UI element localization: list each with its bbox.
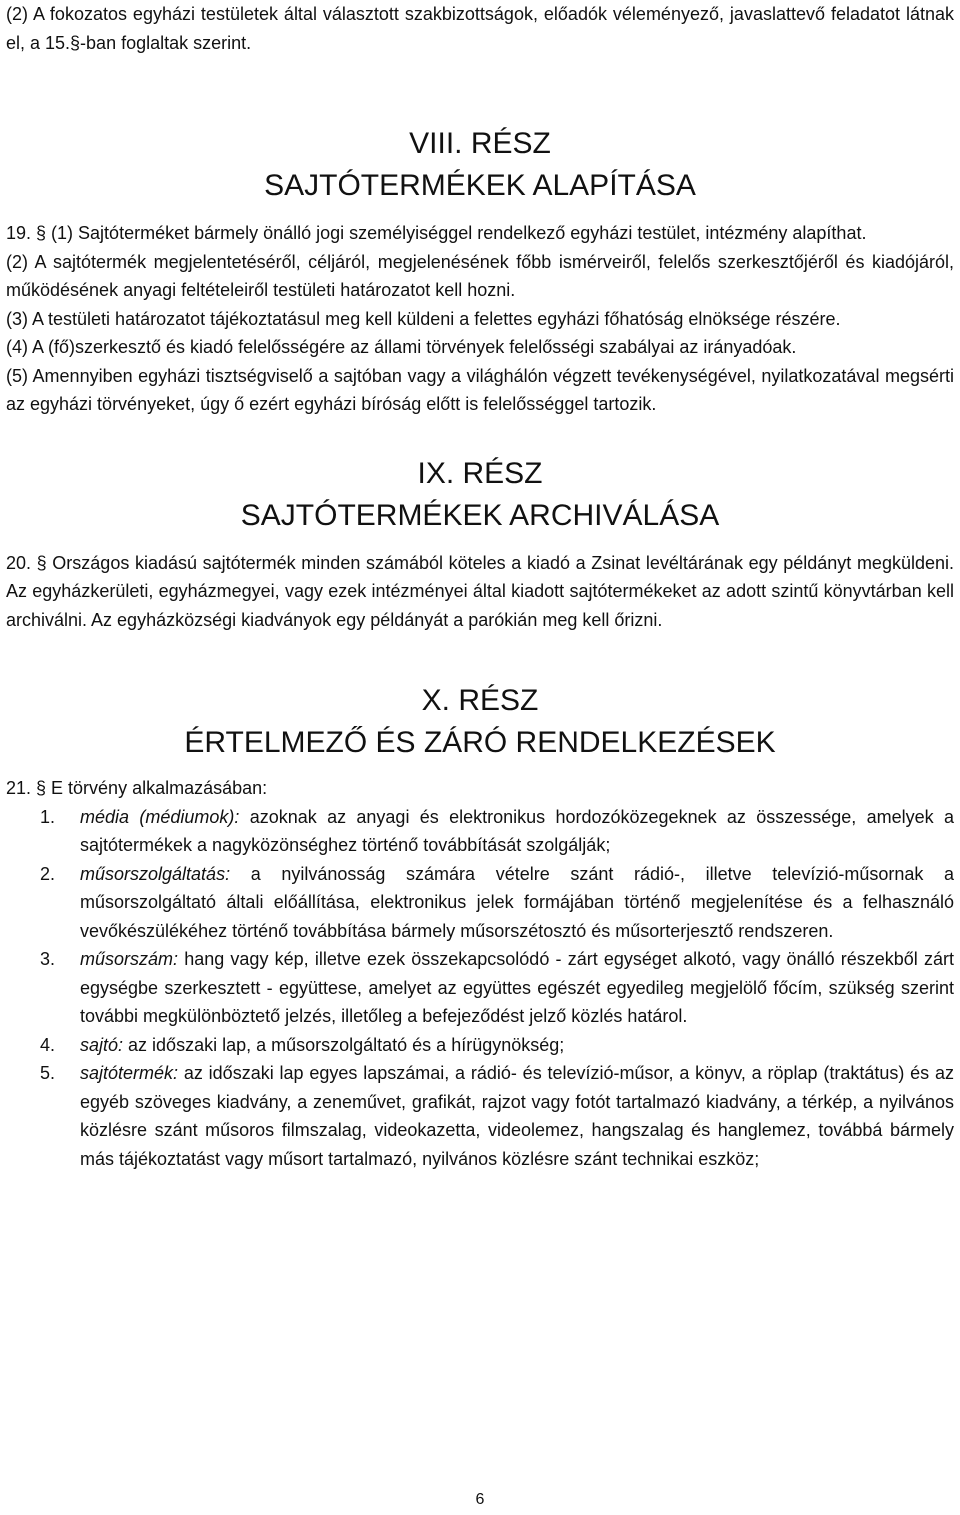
paragraph-19-4: (4) A (fő)szerkesztő és kiadó felelősségére az állami törvények felelősségi szabályai az irányadóak. [6,337,797,357]
paragraph-19-1: 19. § (1) Sajtóterméket bármely önálló jogi személyiséggel rendelkező egyházi testület, intézmény alapíthat. [6,223,867,243]
section-10-title: X. RÉSZ [421,684,539,717]
definition-item [6,803,954,860]
definition-text: azoknak az anyagi és elektronikus hordozóközegeknek az összessége, amelyek a sajtótermékek a nagyközönséghez történő továbbítását szolgálják; [80,806,954,855]
definitions-list [6,803,954,1174]
page-number: 6 [475,1491,485,1508]
definition-number: 4. [40,1034,56,1055]
definition-item [6,1059,954,1173]
section-8-subtitle: SAJTÓTERMÉKEK ALAPÍTÁSA [264,169,696,202]
definition-number: 5. [40,1063,56,1083]
definition-number: 2. [40,863,56,884]
definition-text: hang vagy kép, illetve ezek összekapcsolódó - zárt egységet alkotó, vagy önálló részekből zárt egységbe szerkesztett - együttese, amelyet az együttes egészét egyedileg megjelölő főcím, szükség szerint további megkülönböztető jelzés, illetőleg a befejeződést jelző közlés határol. [80,949,954,1026]
definition-term: sajtó: [80,1034,124,1055]
definition-item [6,1031,954,1060]
paragraph-20: 20. § Országos kiadású sajtótermék minden számából köteles a kiadó a Zsinat levéltárának egy példányt megküldeni. Az egyházkerületi, egyházmegyei, vagy ezek intézményei által kiadott sajtótermékeket az adott szintű könyvtárban kell archiválni. Az egyházközségi kiadványok egy példányát a parókián meg kell őrizni. [6,552,954,630]
definition-term: műsorszolgáltatás: [80,863,231,884]
definition-item [6,860,954,946]
definition-term: média (médiumok): [80,806,240,827]
section-10-subtitle: ÉRTELMEZŐ ÉS ZÁRÓ RENDELKEZÉSEK [184,726,776,759]
definition-text: a nyilvánosság számára vételre szánt rádió-, illetve televízió-műsornak a műsorszolgáltató általi előállítása, elektronikus jelek formájában történő megjelenítése és a felhasználó vevőkészülékéhez történő továbbítása bármely műsorszétosztó és műsorterjesztő rendszeren. [80,863,954,941]
paragraph-2-committees: (2) A fokozatos egyházi testületek által választott szakbizottságok, előadók véleményező, javaslattevő feladatot látnak el, a 15.§-ban foglaltak szerint. [6,4,954,53]
paragraph-19-2: (2) A sajtótermék megjelentetéséről, céljáról, megjelenésének főbb ismérveiről, felelős szerkesztőjéről és kiadójáról, működésének anyagi feltételeiről testületi határozatot kell hozni. [6,251,954,300]
section-9-subtitle: SAJTÓTERMÉKEK ARCHIVÁLÁSA [240,498,720,532]
definition-number: 1. [40,806,56,827]
document-page [6,0,954,1173]
definition-text: az időszaki lap, a műsorszolgáltató és a hírügynökség; [123,1034,565,1055]
definition-text: az időszaki lap egyes lapszámai, a rádió- és televízió-műsor, a könyv, a röplap (traktátus) és az egyéb szöveges kiadvány, a zeneművet, grafikát, rajzot vagy fotót tartalmazó kiadvány, a térkép, a nyilvános közlésre szánt műsoros filmszalag, videokazetta, videolemez, hangszalag és hanglemez, továbbá bármely más tájékoztatást vagy műsort tartalmazó, nyilvános közlésre szánt technikai eszköz; [80,1063,954,1169]
section-9-title: IX. RÉSZ [417,456,543,490]
paragraph-21-intro: 21. § E törvény alkalmazásában: [6,778,268,798]
definition-term: műsorszám: [80,949,179,969]
section-8-title: VIII. RÉSZ [409,127,551,160]
paragraph-19-3: (3) A testületi határozatot tájékoztatásul meg kell küldeni a felettes egyházi főhatóság elnöksége részére. [6,308,841,329]
paragraph-19-5: (5) Amennyiben egyházi tisztségviselő a sajtóban vagy a világhálón végzett tevékenységével, nyilatkozatával megsérti az egyházi törvényeket, úgy ő ezért egyházi bíróság előtt is felelősséggel tartozik. [6,365,954,414]
definition-item [6,945,954,1031]
definition-term: sajtótermék: [80,1063,179,1083]
definition-number: 3. [40,949,56,969]
